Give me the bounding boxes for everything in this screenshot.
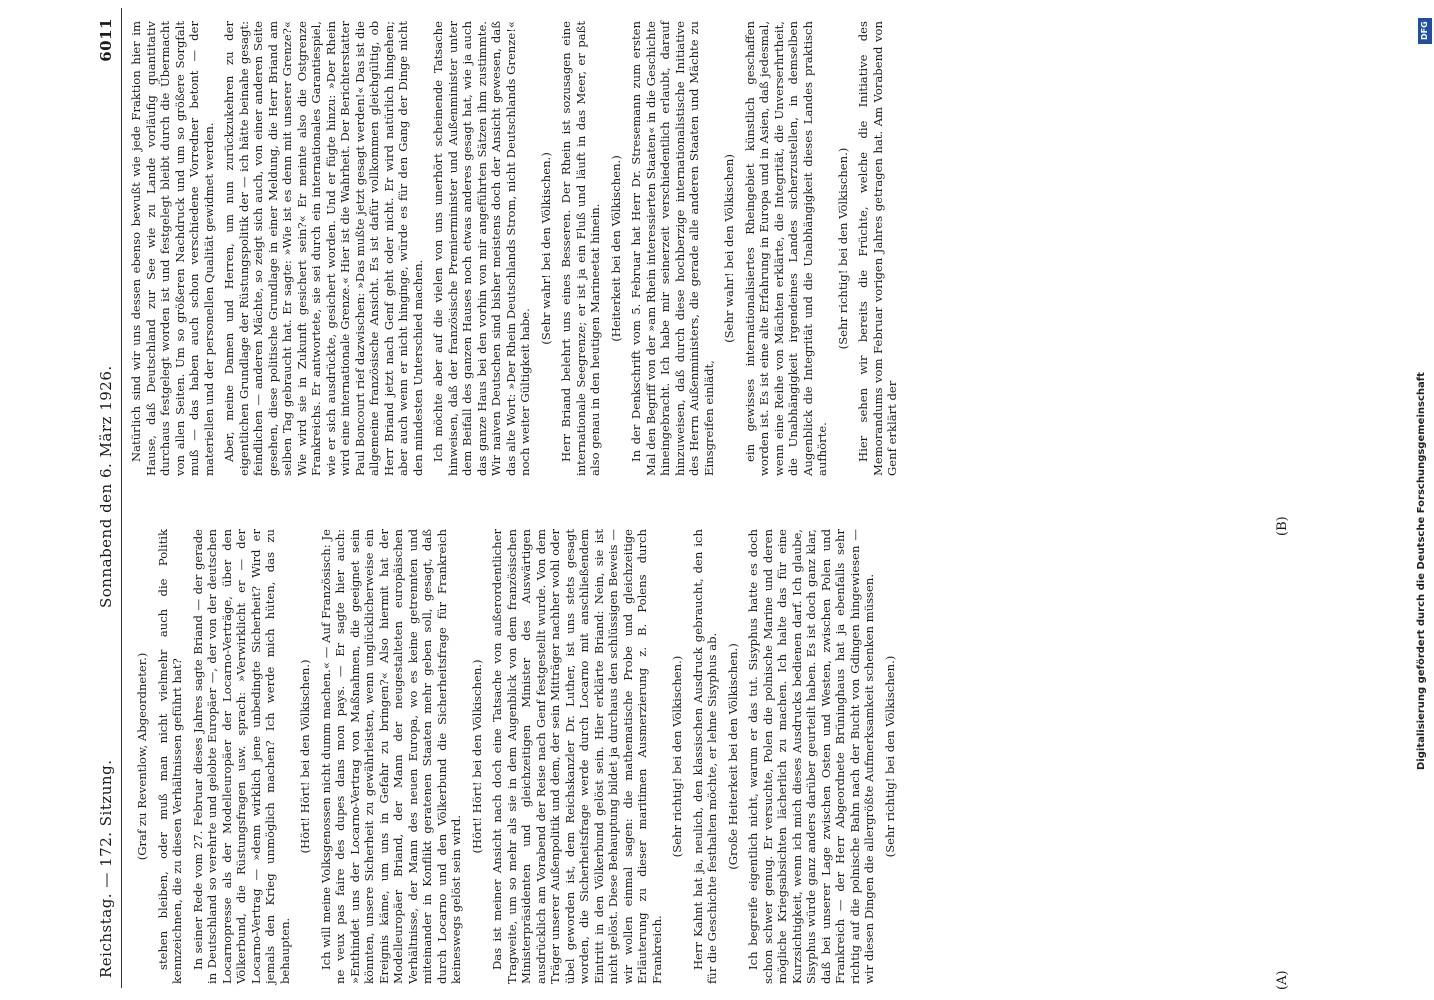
paragraph: In der Denkschrift vom 5. Februar hat Herr Dr. Stresemann zum ersten Mal den Begriff von der »am Rhein interessierten Staaten« in die Geschichte hineingebracht. Ich habe mir seinerzeit verschiedentlich erlaubt, darauf hinzuweisen, daß durch diese hochberzige internationalistische Initiative des Herrn Außenministers, die gerade alle anderen Staaten und Mächte zu Einsgreifen einlädt, <box>629 21 716 476</box>
paragraph: Hier sehen wir bereits die Früchte, welche die Initiative des Memorandums vom Februar vorigen Jahres getragen hat. Am Vorabend von Genf erklärt der <box>856 21 899 476</box>
paragraph: (Große Heiterkeit bei den Völkischen.) <box>725 643 740 870</box>
paragraph: Herr Kahnt hat ja, neulich, den klassischen Ausdruck gebraucht, den ich für die Geschichte festhalten möchte, er lehne Sisyphus ab. <box>690 529 719 984</box>
paragraph: Ich begreife eigentlich nicht, warum er das tut. Sisyphus hatte es doch schon schwer genug. Er versuchte, Polen die polnische Marine und deren mögliche Kriegsabsichten lächerlich zu machen. Ich halte das für eine Kurzsichtigkeit, wenn ich mich dieses Ausdrucks bedienen darf. Ich glaube, Sisyphus würde ganz anders darüber geurteilt haben. Es ist doch ganz klar, daß bei unserer Lage zwischen Osten und Westen, zwischen Polen und Frankreich — der Herr Abgeordnete Brüninghaus hat ja ebenfalls sehr richtig auf die polnische Bahn nach der Bucht von Gdingen hingewiesen — wir diesen Dingen die allergrößte Aufmerksamkeit schenken müssen. <box>746 529 876 984</box>
margin-mark-b: (B) <box>1275 516 1290 536</box>
paragraph: Natürlich sind wir uns dessen ebenso bewußt wie jede Fraktion hier im Hause, daß Deutschland zur See wie zu Lande vorläufig quantitativ durchaus festgelegt worden ist und festgelegt bleibt durch die Übermacht von allen Seiten. Um so größeren Nachdruck und um so größere Sorgfalt muß — das haben auch schon verschiedene Vorredner betont — der materiellen und der personellen Qualität gewidmet werden. <box>129 21 216 476</box>
digitization-sidebar <box>1418 10 1434 990</box>
paragraph: (Graf zu Reventlow, Abgeordneter.) <box>135 652 149 861</box>
page-number: 6011 <box>97 18 115 62</box>
paragraph: stehen bleiben, oder muß man nicht vielmehr auch die Politik kennzeichnen, die zu diesen Verhältnissen geführt hat? <box>155 529 184 984</box>
header-date: Sonnabend den 6. März 1926. <box>97 365 115 608</box>
paragraph: (Sehr wahr! bei den Völkischen.) <box>538 152 553 345</box>
digitization-credit: Digitalisierung gefördert durch die Deutsche Forschungsgemeinschaft <box>1416 372 1427 770</box>
paragraph: (Hört! Hört! bei den Völkischen.) <box>298 659 312 854</box>
paragraph: (Heiterkeit bei den Völkischen.) <box>608 155 623 342</box>
paragraph: (Hört! Hört! bei den Völkischen.) <box>469 659 484 854</box>
page-header <box>95 8 121 988</box>
paragraph: Ich will meine Volksgenossen nicht dumm machen.« — Auf Französisch: Je ne veux pas faire des dupes dans mon pays. — Er sagte hier auch: »Enthindet uns der Locarno-Vertrag von Maßnahmen, die geeignet sein könnten, unsere Sicherheit zu gewährleisten, wenn unglücklicherweise ein Ereignis käme, um uns in Gefahr zu bringen?« Also hiermit hat der Modelleuropäer Briand, der Mann der neugestalteten europäischen Verhältnisse, der Mann des neuen Europa, wo es keine getrennten und miteinander in Konflikt geratenen Staaten mehr geben soll, gesagt, daß durch Locarno und den Völkerbund die Sicherheitsfrage für Frankreich keineswegs gelöst sein wird. <box>318 529 463 984</box>
paragraph: (Sehr wahr! bei den Völkischen) <box>722 154 736 343</box>
header-session: Reichstag. — 172. Sitzung. <box>97 759 115 978</box>
paragraph: ein gewisses internationalisiertes Rheingebiet künstlich geschaffen worden ist. Es ist eine alte Erfahrung in Europa und in Asien, daß jedesmal, wenn eine Reihe von Mächten erklärte, die Integrität, die Unverserhrtheit, die Unabhängigkeit irgendeines Landes sicherzustellen, in demselben Augenblick die Integrität und die Unabhängigkeit dieses Landes praktisch aufhörte. <box>742 21 829 476</box>
paragraph: Ich möchte aber auf die vielen von uns unerhört scheinende Tatsache hinweisen, daß der französische Premierminister und Außenminister unter dem Beifall des ganzen Hauses noch etwas anderes gesagt hat, wie ja auch das ganze Haus bei den vorhin von mir angeführten Sätzen ihm zustimmte. Wir naiven Deutschen sind bisher meistens doch der Ansicht gewesen, daß das alte Wort: »Der Rhein Deutschlands Strom, nicht Deutschlands Grenze!« noch weiter Gültigkeit habe. <box>431 21 532 476</box>
paragraph: Herr Briand belehrt uns eines Besseren. Der Rhein ist sozusagen eine internationale Seegrenze; er ist ja ein Fluß und läuft in das Meer, er paßt also genau in den heutigen Marineetat hinein. <box>559 21 602 476</box>
paragraph: Das ist meiner Ansicht nach doch eine Tatsache von außerordentlicher Tragweite, um so mehr als sie in dem Augenblick von dem französischen Ministerpräsidenten und gleichzeitigen Minister des Auswärtigen ausdrücklich am Vorabend der Reise nach Genf festgestellt wurde. Von dem Träger unserer Außenpolitik und dem, der sein Mitträger nachher wohl oder übel geworden ist, dem Reichskanzler Dr. Luther, ist uns stets gesagt worden, die Sicherheitsfrage werde durch Locarno mit anschließendem Eintritt in den Völkerbund gelöst sein. Hier erklärte Briand: Nein, sie ist nicht gelöst. Diese Behauptung bildet ja durchaus den schlüssigen Beweis — wir wollen einmal sagen: die mathematische Probe und gleichzeitige Erläuterung zu dieser maritimen Ausmerzierung z. B. Polens durch Frankreich. <box>490 529 664 984</box>
paragraph: (Sehr richtig! bei den Völkischen.) <box>882 655 897 858</box>
paragraph: (Sehr richtig! bei den Völkischen.) <box>670 655 684 858</box>
paragraph: In seiner Rede vom 27. Februar dieses Jahres sagte Briand — der gerade in Deutschland so verehrte und gelobte Europäer —, der von der deutschen Locarnopresse als der Modelleuropäer der Locarno-Verträge, über den Völkerbund, die Rüstungsfragen usw. sprach: »Verwirklicht er — der Locarno-Vertrag — »denn wirklich jene unbedingte Sicherheit? Wird er jemals den Krieg unmöglich machen? Ich werde mich hüten, das zu behaupten. <box>190 529 292 984</box>
paragraph: Aber, meine Damen und Herren, um nun zurückzukehren zu der eigentlichen Grundlage der Rüstungspolitik der — ich hätte beinahe gesagt: feindlichen — anderen Mächte, so zeigt sich auch, von einer anderen Seite gesehen, diese politische Grundlage in einer Meldung, die Herr Briand am selben Tag gebraucht hat. Er sagte: »Wie ist es denn mit unserer Grenze?« Wie wird sie in Zukunft gesichert sein?« Er meinte also die Ostgrenze Frankreichs. Er antwortete, sie sei durch ein internationales Garantiespiel, wie er sich ausdrückte, gesichert worden. Und er fügte hinzu: »Der Rhein wird eine internationale Grenze.« Hier ist die Wahrheit. Der Berichterstatter Paul Boncourt rief dazwischen: »Das mußte jetzt gesagt werden!« Das ist die allgemeine französische Ansicht. Es ist dafür vollkommen gleichgültig, ob Herr Briand jetzt nach Genf geht oder nicht. Er wird natürlich hingehen; aber auch wenn er nicht hinginge, würde es für den Gang der Dinge nicht den mindesten Unterschied machen. <box>222 20 425 476</box>
margin-mark-a: (A) <box>1275 970 1290 990</box>
paragraph: (Sehr richtig! bei den Völkischen.) <box>835 147 850 350</box>
page-content-rotated <box>95 8 1305 988</box>
scanned-page <box>95 8 1305 988</box>
dfg-logo: DFG <box>1418 18 1432 44</box>
right-column <box>129 21 1299 476</box>
header-rule <box>121 8 122 988</box>
left-column <box>129 529 1299 984</box>
